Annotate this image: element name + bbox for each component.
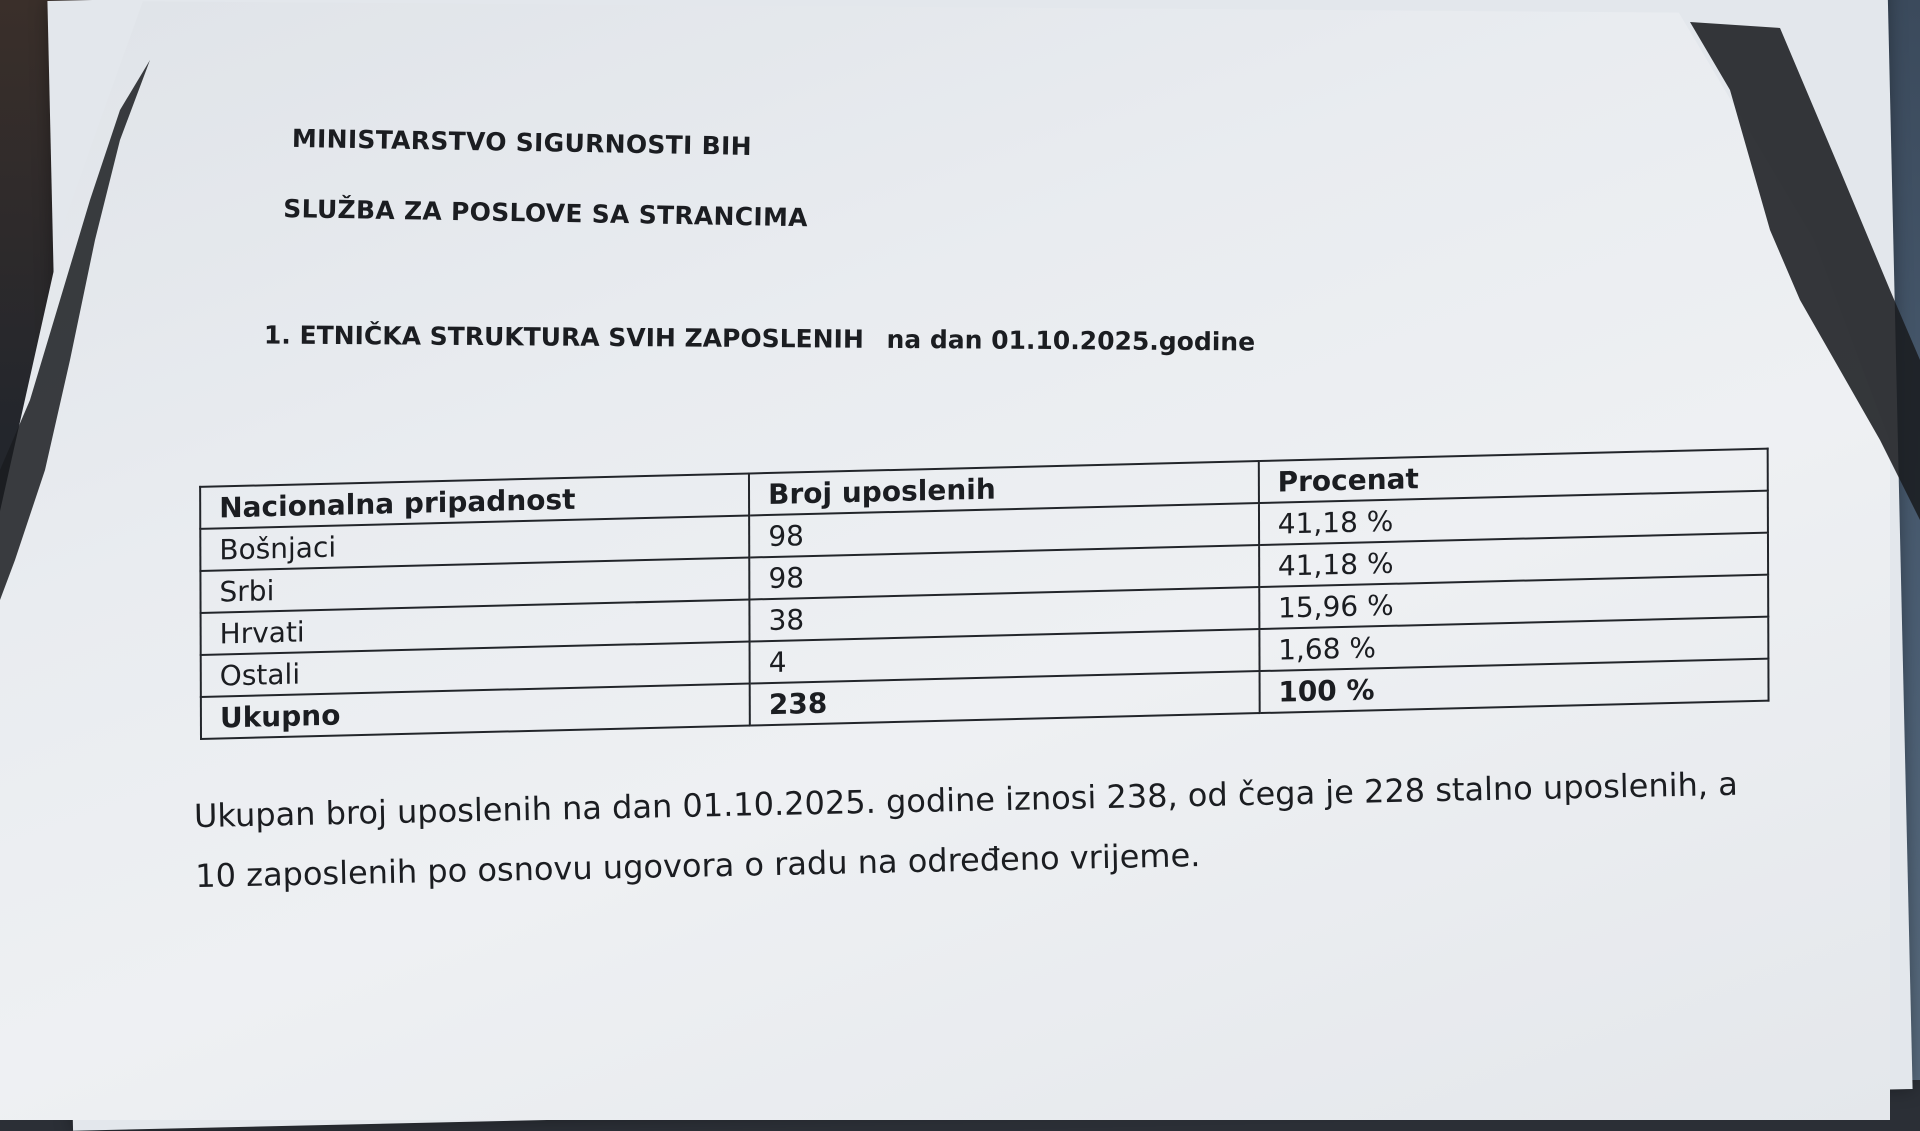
section-date: na dan 01.10.2025.godine xyxy=(886,324,1256,357)
cell-nationality: Hrvati xyxy=(201,600,750,655)
ministry-title: MINISTARSTVO SIGURNOSTI BIH xyxy=(291,123,753,161)
cell-percent: 41,18 % xyxy=(1259,533,1768,587)
cell-percent: 41,18 % xyxy=(1259,491,1768,545)
total-percent: 100 % xyxy=(1259,659,1768,713)
total-label: Ukupno xyxy=(201,684,750,739)
cell-count: 38 xyxy=(750,587,1260,641)
cell-nationality: Srbi xyxy=(200,558,749,613)
ethnic-structure-table xyxy=(199,448,1769,740)
section-title: 1. ETNIČKA STRUKTURA SVIH ZAPOSLENIH xyxy=(263,320,864,354)
total-count: 238 xyxy=(750,671,1260,725)
summary-paragraph: Ukupan broj uposlenih na dan 01.10.2025. godine iznosi 238, od čega je 228 stalno uposlenih, a 10 zaposlenih po osnovu ugovora o radu na određeno vrijeme. xyxy=(193,764,1739,896)
cell-count: 98 xyxy=(749,503,1259,557)
cell-percent: 1,68 % xyxy=(1259,617,1768,671)
cell-count: 98 xyxy=(749,545,1259,599)
header-employees: Broj uposlenih xyxy=(749,461,1259,515)
cell-count: 4 xyxy=(750,629,1260,683)
cell-nationality: Ostali xyxy=(201,642,750,697)
service-title: SLUŽBA ZA POSLOVE SA STRANCIMA xyxy=(283,194,809,233)
header-percent: Procenat xyxy=(1259,449,1768,503)
cell-percent: 15,96 % xyxy=(1259,575,1768,629)
header-nationality: Nacionalna pripadnost xyxy=(200,473,749,528)
section-heading xyxy=(264,321,1255,357)
cell-nationality: Bošnjaci xyxy=(200,515,749,570)
